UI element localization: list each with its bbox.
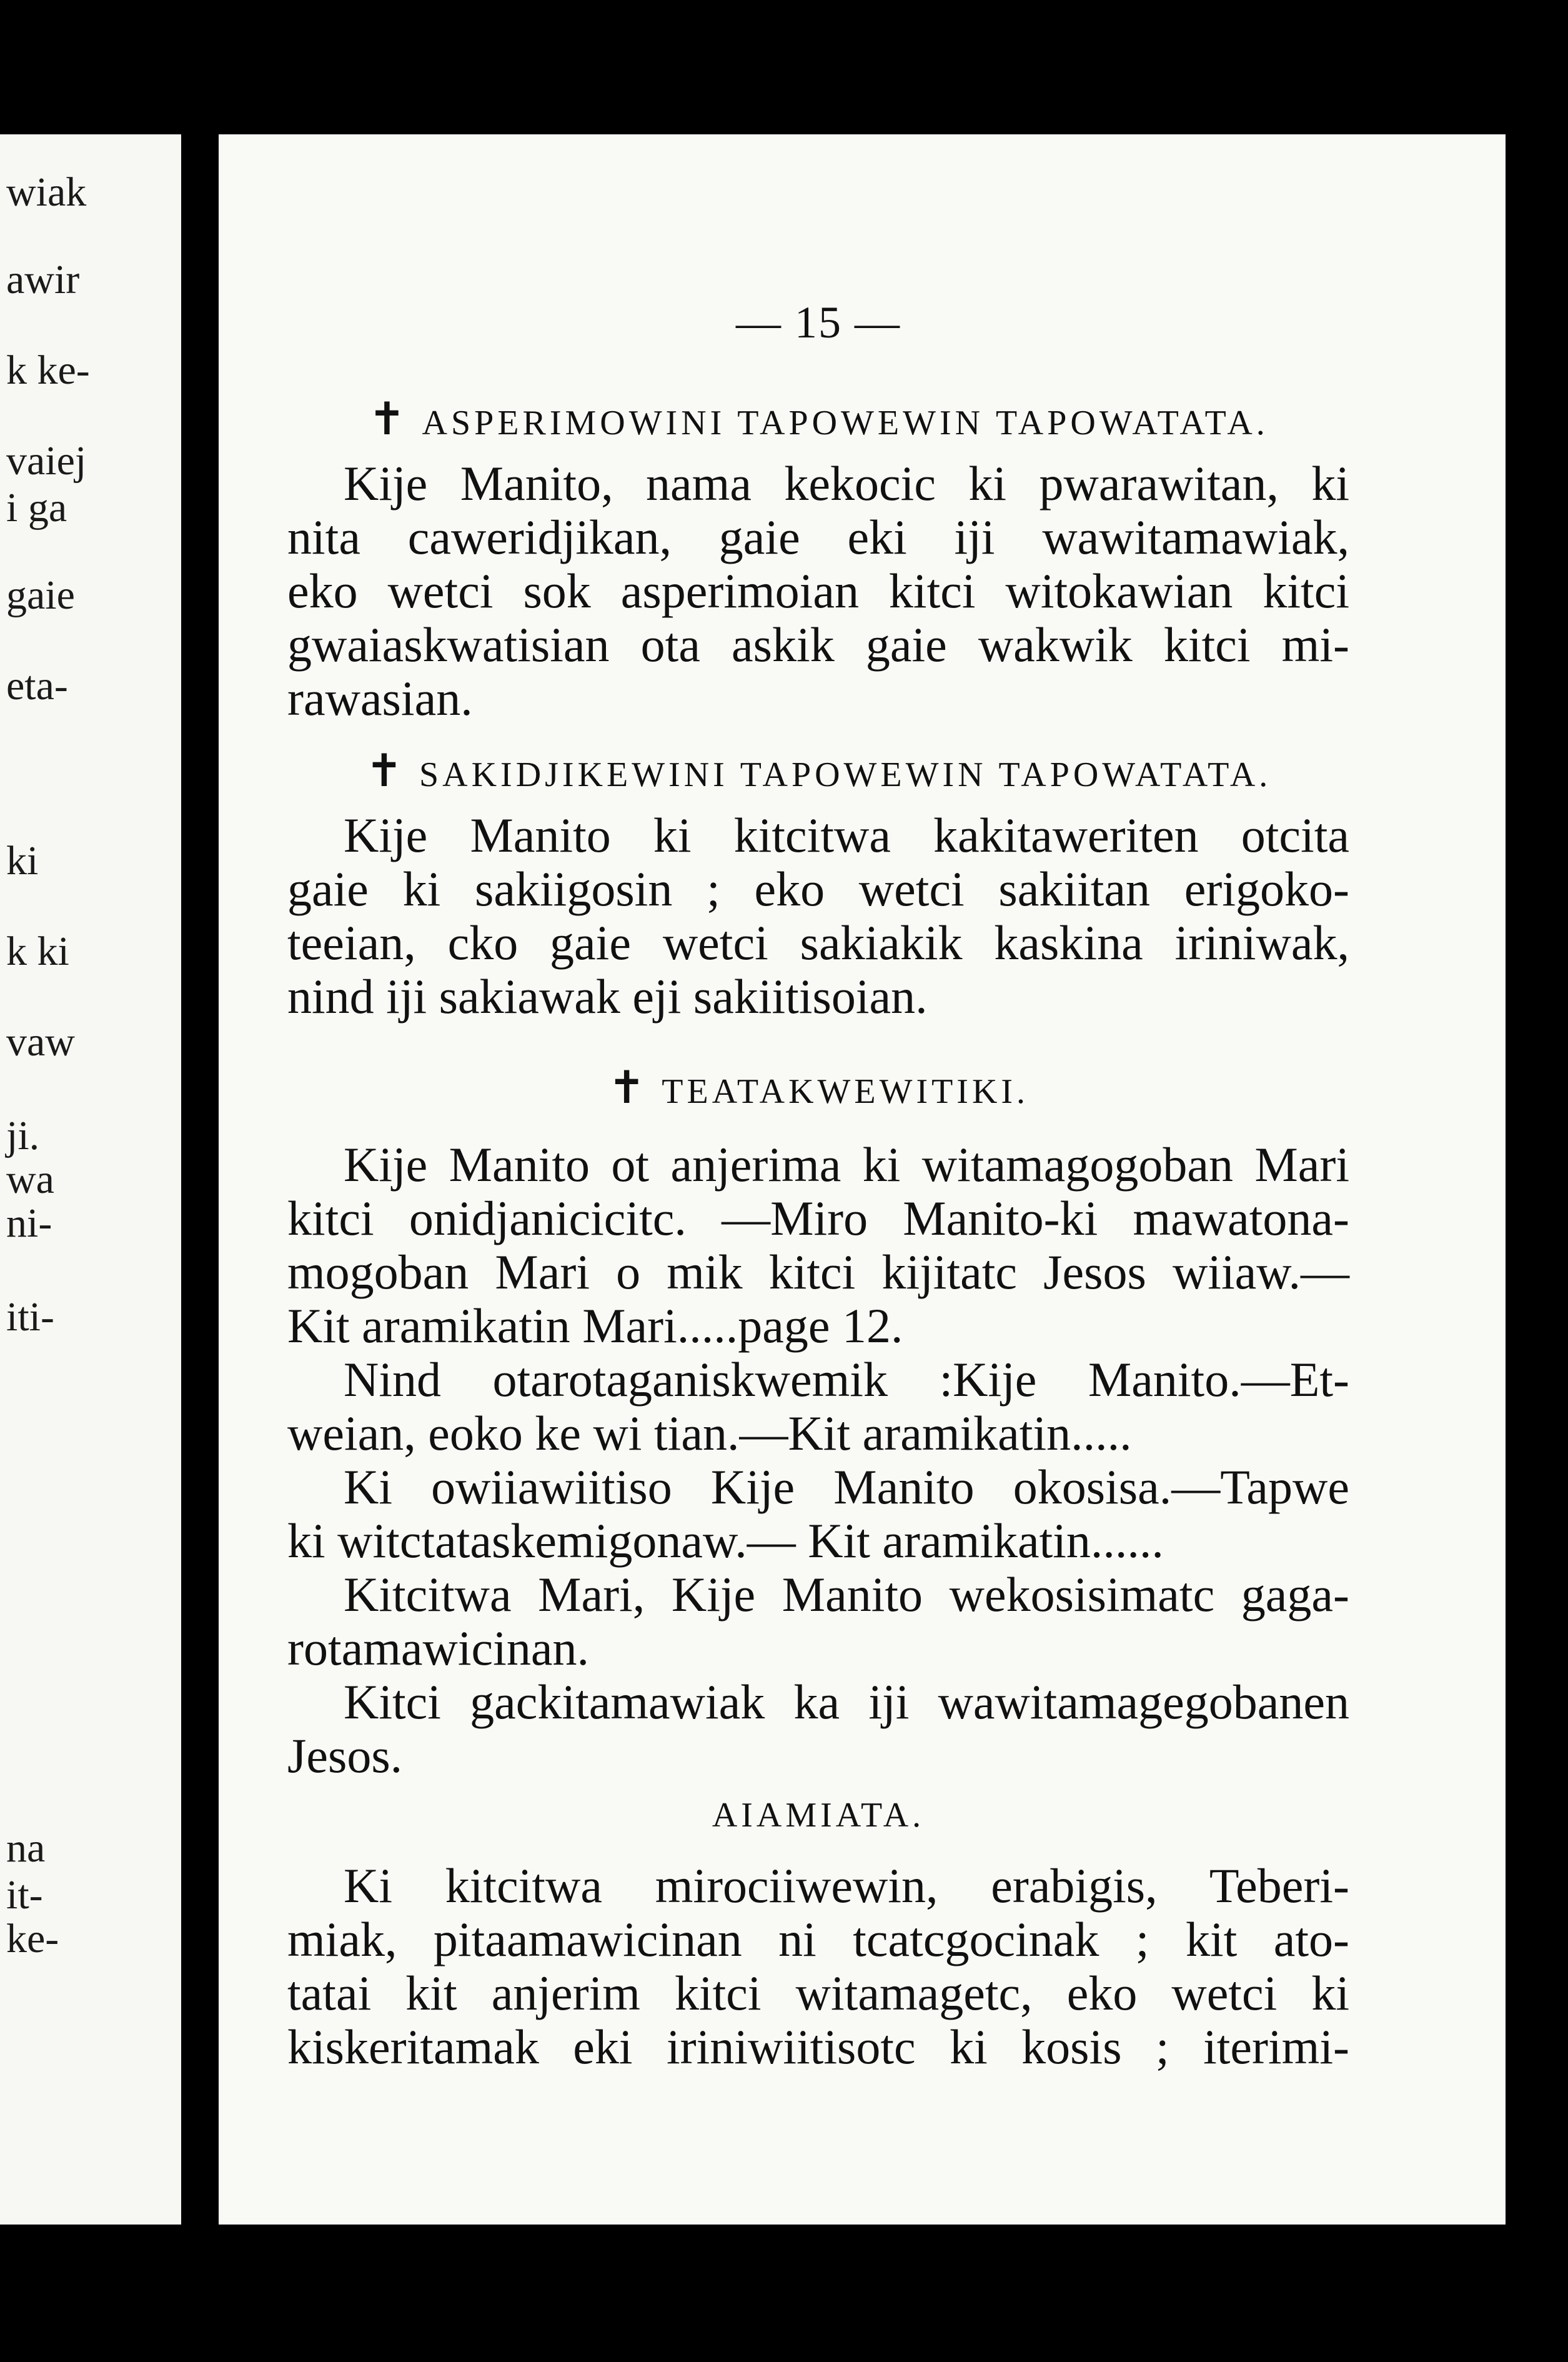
section-heading — [287, 392, 1349, 446]
text-line: miak, pitaamawicinan ni tcatcgocinak ; kit ato- — [287, 1912, 1349, 1966]
fragment-text: ji. — [6, 1113, 40, 1159]
fragment-text: wiak — [6, 169, 87, 215]
scan-border — [1506, 134, 1568, 2225]
binding-gutter — [181, 134, 219, 2225]
text-line: Nind otarotaganiskwemik :Kije Manito.—Et- — [344, 1352, 1349, 1407]
fragment-text: vaiej — [6, 438, 87, 484]
heading-text: AIAMIATA. — [712, 1796, 925, 1835]
page-content — [287, 297, 1349, 2074]
page-number: — 15 — — [736, 297, 901, 347]
fragment-text: k ki — [6, 929, 69, 974]
cross-icon: ✝ — [368, 394, 406, 444]
text-line: kitci onidjanicicitc. —Miro Manito-ki mawatona- — [287, 1191, 1349, 1245]
text-line: rotamawicinan. — [287, 1621, 589, 1675]
text-line: Kitcitwa Mari, Kije Manito wekosisimatc gaga- — [344, 1567, 1349, 1622]
fragment-text: iti- — [6, 1294, 54, 1340]
fragment-text: it- — [6, 1872, 43, 1918]
facing-page-fragment — [0, 134, 181, 2225]
fragment-text: na — [6, 1825, 46, 1871]
text-line: weian, eoko ke wi tian.—Kit aramikatin..... — [287, 1406, 1132, 1460]
cross-icon: ✝ — [607, 1063, 646, 1113]
fragment-text: ke- — [6, 1916, 59, 1961]
text-line: teeian, cko gaie wetci sakiakik kaskina iriniwak, — [287, 915, 1349, 970]
fragment-text: gaie — [6, 572, 75, 618]
fragment-text: awir — [6, 257, 80, 302]
text-line: Kitci gackitamawiak ka iji wawitamagegobanen — [344, 1675, 1349, 1729]
text-line: Ki owiiawiitiso Kije Manito okosisa.—Tapwe — [344, 1460, 1349, 1514]
fragment-text: ki — [6, 838, 39, 884]
text-line: ki witctataskemigonaw.— Kit aramikatin...... — [287, 1513, 1164, 1568]
fragment-text: k ke- — [6, 347, 90, 393]
text-line: rawasian. — [287, 671, 473, 725]
section-heading — [287, 1795, 1349, 1835]
text-line: Kije Manito ot anjerima ki witamagogoban Mari — [344, 1137, 1349, 1192]
section-heading — [287, 1061, 1349, 1114]
book-page — [219, 134, 1506, 2225]
text-line: Kije Manito ki kitcitwa kakitaweriten otcita — [344, 808, 1349, 862]
heading-text: ASPERIMOWINI TAPOWEWIN TAPOWATATA. — [422, 404, 1269, 442]
fragment-text: ni- — [6, 1200, 52, 1246]
text-line: nind iji sakiawak eji sakiitisoian. — [287, 969, 928, 1024]
text-line: Ki kitcitwa mirociiwewin, erabigis, Teberi- — [344, 1858, 1349, 1913]
text-line: Jesos. — [287, 1728, 403, 1783]
text-line: kiskeritamak eki iriniwiitisotc ki kosis ; iterimi- — [287, 2020, 1349, 2074]
text-line: gaie ki sakiigosin ; eko wetci sakiitan erigoko- — [287, 862, 1349, 916]
text-line: tatai kit anjerim kitci witamagetc, eko wetci ki — [287, 1966, 1349, 2020]
heading-text: SAKIDJIKEWINI TAPOWEWIN TAPOWATATA. — [419, 755, 1272, 794]
heading-text: TEATAKWEWITIKI. — [662, 1072, 1030, 1111]
text-line: nita caweridjikan, gaie eki iji wawitamawiak, — [287, 510, 1349, 564]
text-line: mogoban Mari o mik kitci kijitatc Jesos wiiaw.— — [287, 1245, 1349, 1299]
text-line: eko wetci sok asperimoian kitci witokawian kitci — [287, 564, 1349, 618]
fragment-text: vaw — [6, 1019, 75, 1065]
cross-icon: ✝ — [365, 746, 404, 796]
fragment-text: i ga — [6, 485, 67, 531]
text-line: Kije Manito, nama kekocic ki pwarawitan, ki — [344, 456, 1349, 511]
fragment-text: eta- — [6, 663, 68, 709]
text-line: Kit aramikatin Mari.....page 12. — [287, 1298, 903, 1353]
section-heading — [287, 744, 1349, 797]
text-line: gwaiaskwatisian ota askik gaie wakwik kitci mi- — [287, 617, 1349, 672]
fragment-text: wa — [6, 1157, 54, 1202]
